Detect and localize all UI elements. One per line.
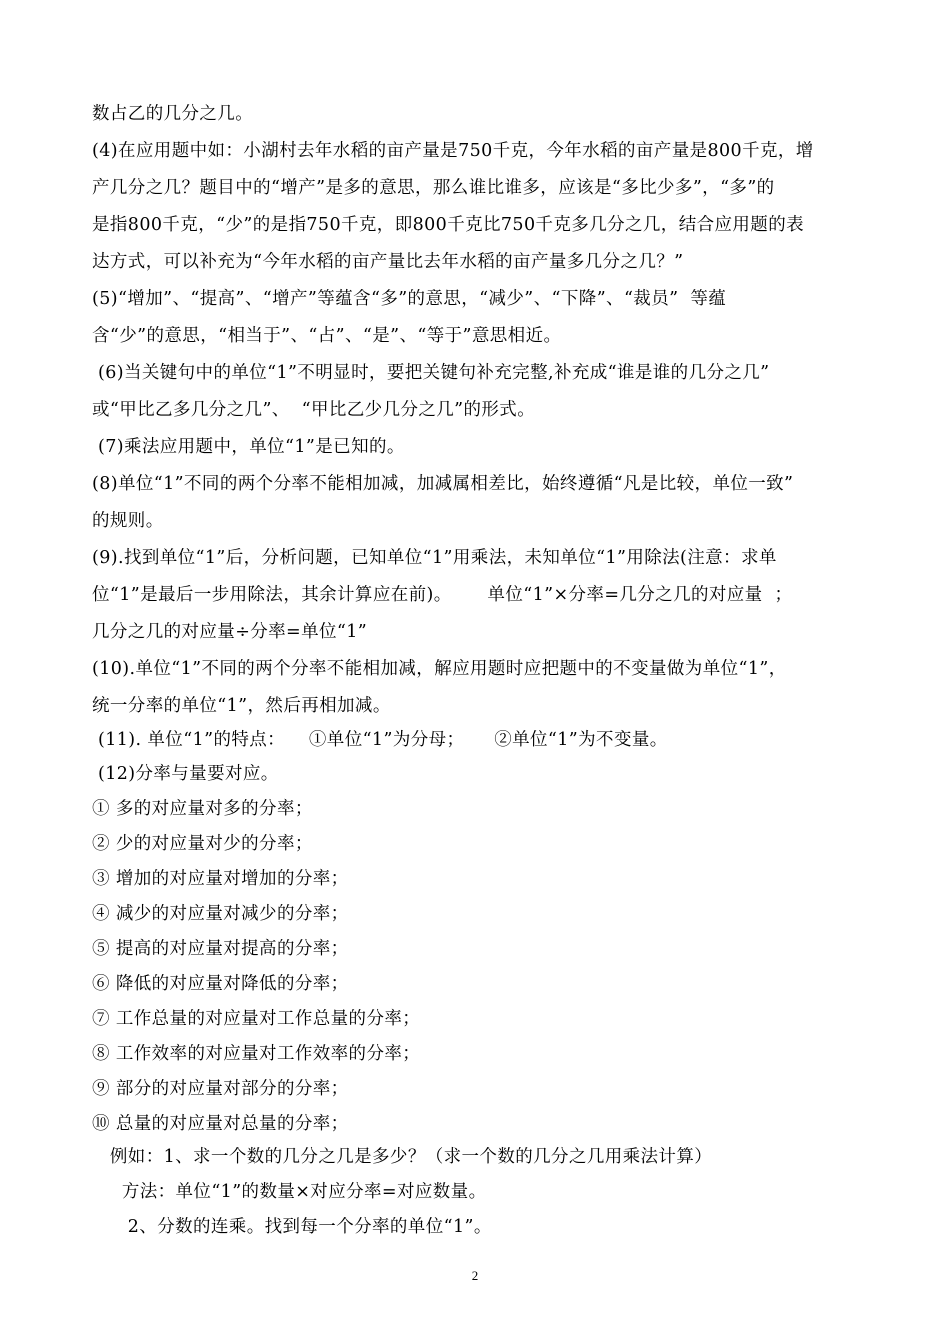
- text-line: (5)“增加”、“提高”、“增产”等蕴含“多”的意思，“减少”、“下降”、“裁员” 等蕴: [92, 289, 727, 309]
- text-line: 2、分数的连乘。找到每一个分率的单位“1”。: [92, 1217, 492, 1237]
- text-line: ⑤ 提高的对应量对提高的分率；: [92, 939, 349, 959]
- text-line: ⑨ 部分的对应量对部分的分率；: [92, 1079, 349, 1099]
- text-line: ⑦ 工作总量的对应量对工作总量的分率；: [92, 1009, 421, 1029]
- text-line: (10).单位“1”不同的两个分率不能相加减，解应用题时应把题中的不变量做为单位“1”，: [92, 659, 787, 679]
- text-line: 达方式，可以补充为“今年水稻的亩产量比去年水稻的亩产量多几分之几？”: [92, 252, 684, 272]
- text-line: (6)当关键句中的单位“1”不明显时，要把关键句补充完整,补充成“谁是谁的几分之几”: [92, 363, 770, 383]
- text-line: 是指800千克，“少”的是指750千克，即800千克比750千克多几分之几，结合应用题的表: [92, 215, 804, 235]
- text-line: (11). 单位“1”的特点： ①单位“1”为分母； ②单位“1”为不变量。: [92, 730, 668, 750]
- text-line: 统一分率的单位“1”，然后再相加减。: [92, 696, 391, 716]
- text-line: (4)在应用题中如：小湖村去年水稻的亩产量是750千克，今年水稻的亩产量是800千克，增: [92, 141, 814, 161]
- text-line: 或“甲比乙多几分之几”、 “甲比乙少几分之几”的形式。: [92, 400, 536, 420]
- text-line: 几分之几的对应量÷分率=单位“1”: [92, 622, 368, 642]
- text-line: ⑥ 降低的对应量对降低的分率；: [92, 974, 349, 994]
- text-line: ③ 增加的对应量对增加的分率；: [92, 869, 349, 889]
- text-line: 位“1”是最后一步用除法，其余计算应在前)。 单位“1”×分率=几分之几的对应量 ；: [92, 585, 793, 605]
- text-line: 产几分之几？题目中的“增产”是多的意思，那么谁比谁多，应该是“多比少多”，“多”的: [92, 178, 775, 198]
- text-line: 数占乙的几分之几。: [92, 104, 254, 124]
- text-line: 方法：单位“1”的数量×对应分率=对应数量。: [92, 1182, 487, 1202]
- text-line: 的规则。: [92, 511, 164, 531]
- text-line: (12)分率与量要对应。: [92, 764, 279, 784]
- text-line: ⑧ 工作效率的对应量对工作效率的分率；: [92, 1044, 421, 1064]
- text-line: 含“少”的意思，“相当于”、“占”、“是”、“等于”意思相近。: [92, 326, 562, 346]
- text-line: ⑩ 总量的对应量对总量的分率；: [92, 1114, 349, 1134]
- text-line: (9).找到单位“1”后，分析问题，已知单位“1”用乘法，未知单位“1”用除法(注意：求单: [92, 548, 777, 568]
- page-number: 2: [471, 1268, 479, 1283]
- text-line: (8)单位“1”不同的两个分率不能相加减，加减属相差比，始终遵循“凡是比较，单位一致”: [92, 474, 794, 494]
- text-line: ① 多的对应量对多的分率；: [92, 799, 313, 819]
- text-line: ④ 减少的对应量对减少的分率；: [92, 904, 349, 924]
- text-line: ② 少的对应量对少的分率；: [92, 834, 313, 854]
- text-line: 例如：1、求一个数的几分之几是多少？（求一个数的几分之几用乘法计算）: [92, 1147, 713, 1167]
- text-line: (7)乘法应用题中，单位“1”是已知的。: [92, 437, 405, 457]
